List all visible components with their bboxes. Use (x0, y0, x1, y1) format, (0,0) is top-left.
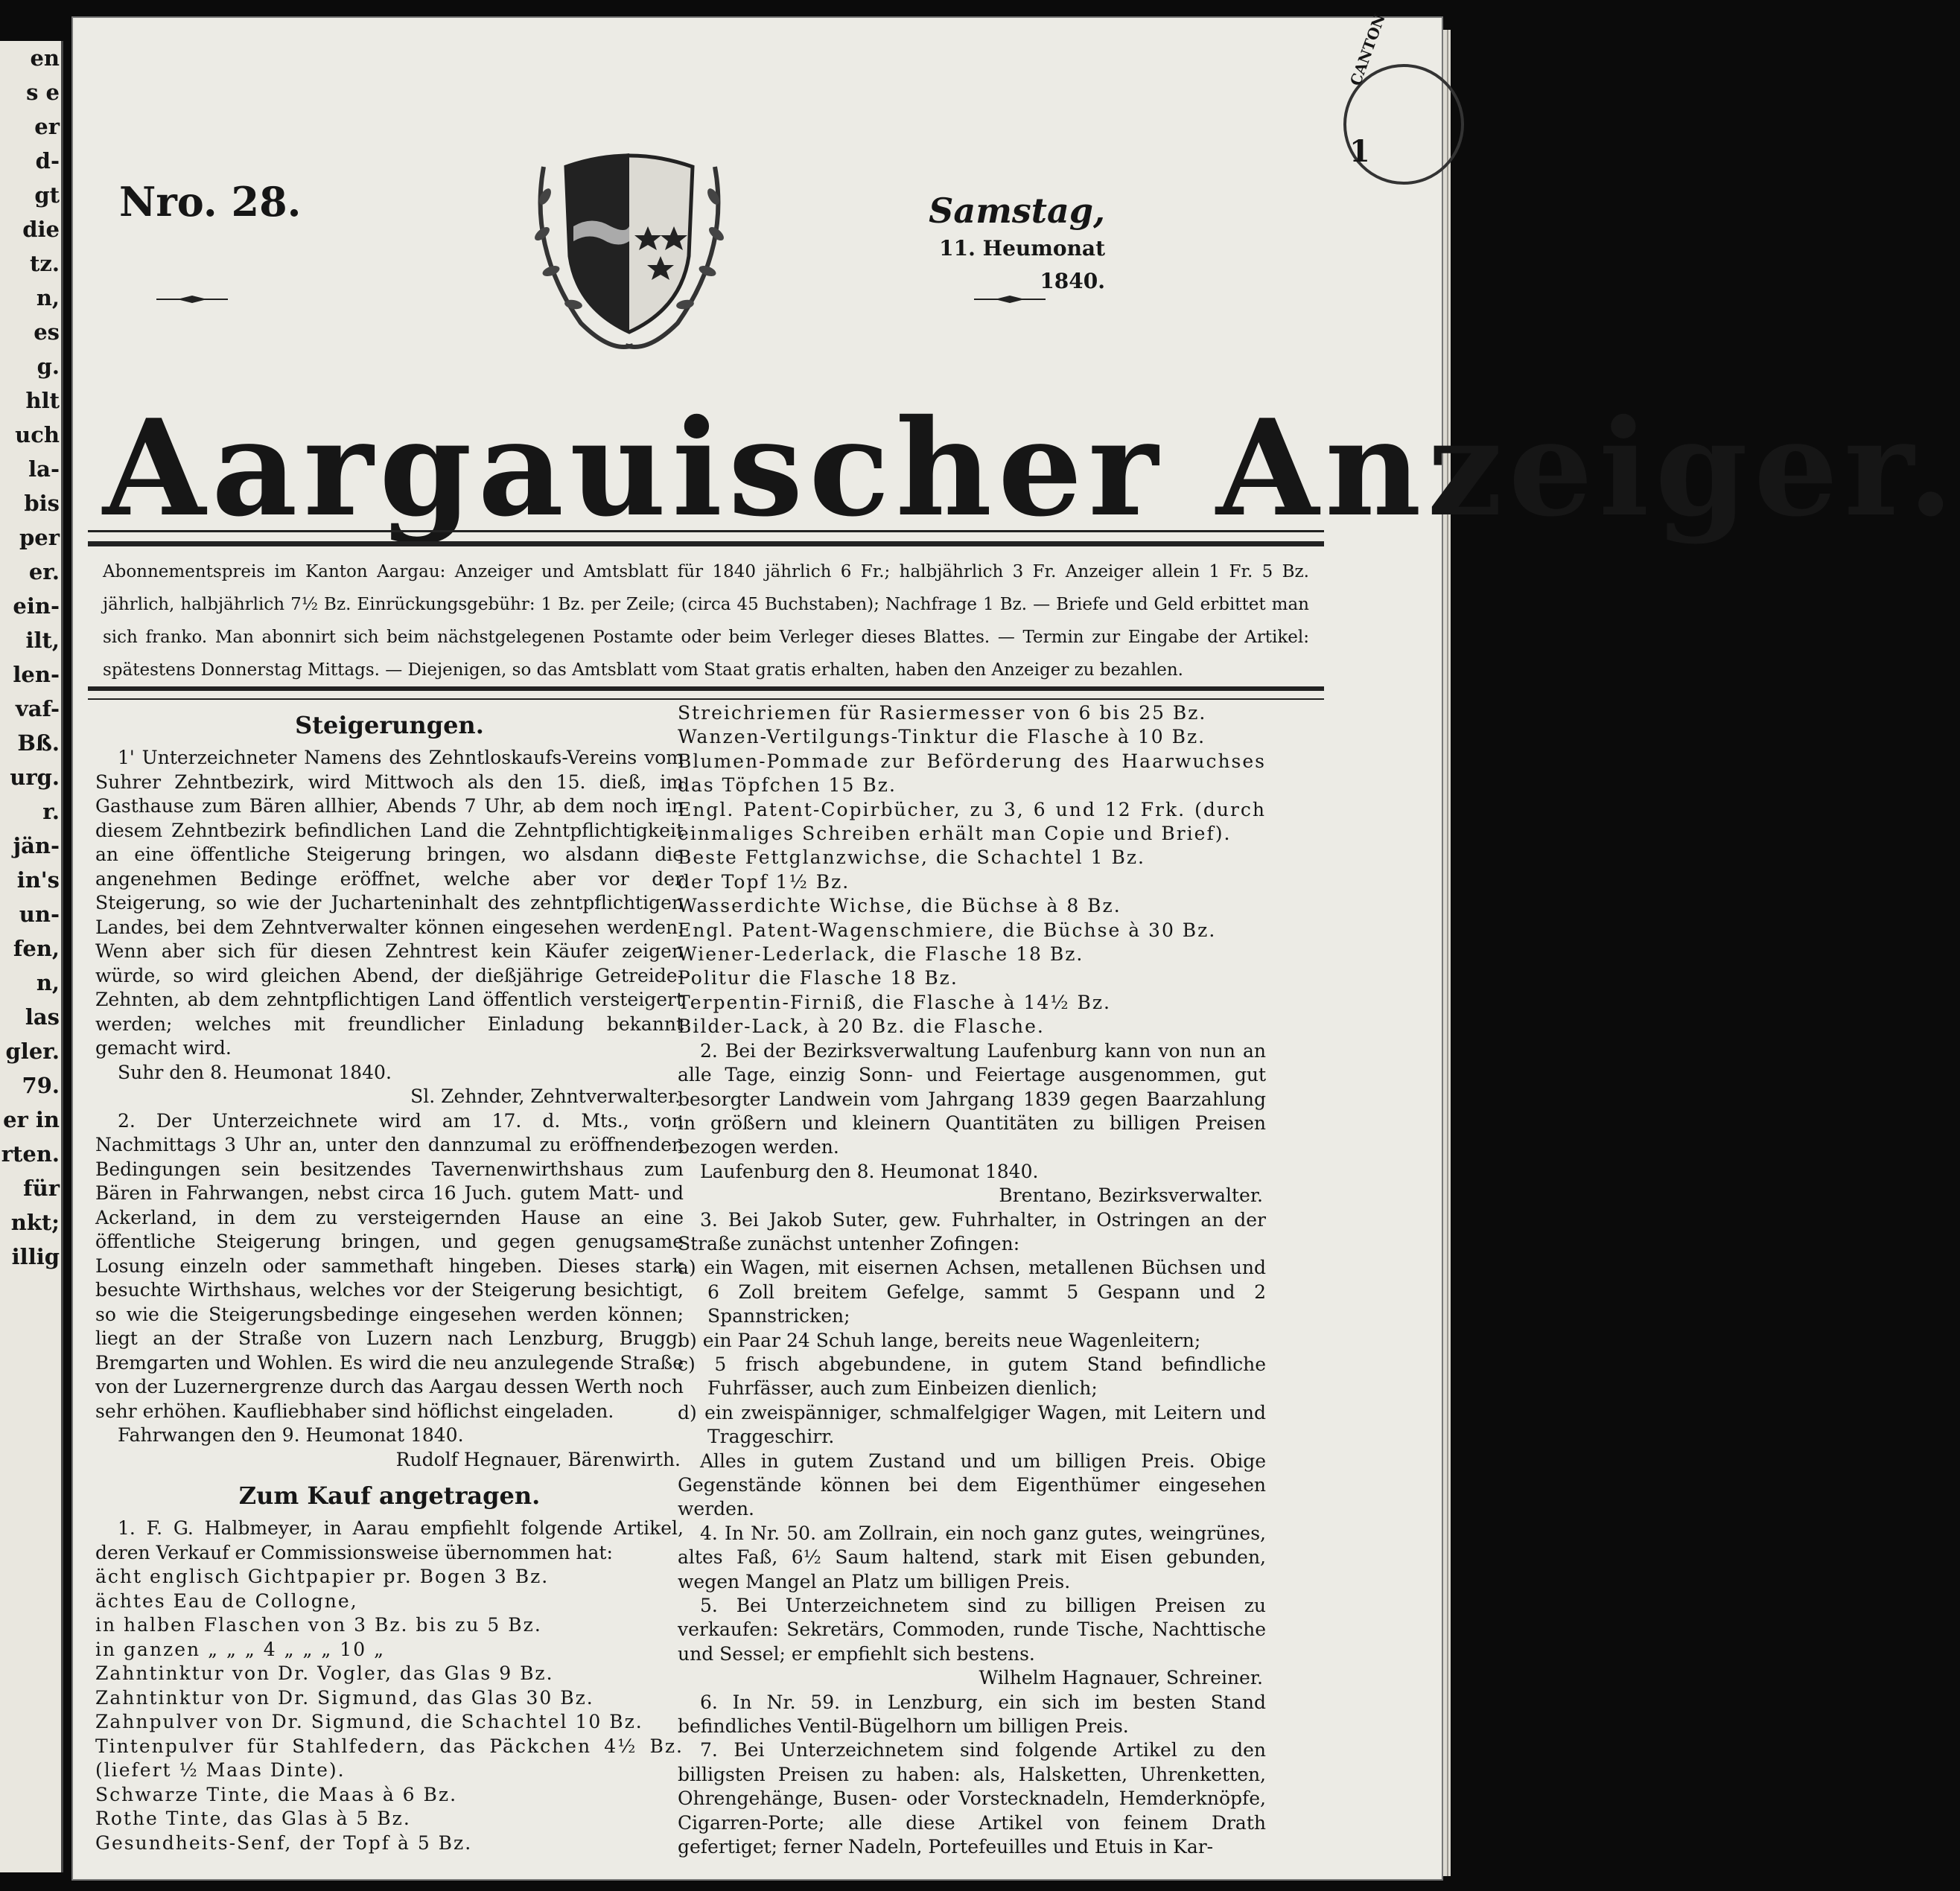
left-page-fragment: per (19, 525, 60, 550)
left-page-fragment: ilt, (25, 628, 60, 653)
left-page-fragment: bis (24, 491, 60, 516)
left-page-fragment: in's (16, 867, 60, 893)
notice-item: 6. In Nr. 59. in Lenzburg, ein sich im besten Stand befindliches Ventil-Bügelhorn um billigen Preis. (678, 1691, 1266, 1738)
right-column (678, 701, 1266, 1860)
product-line: Schwarze Tinte, die Maas à 6 Bz. (95, 1783, 458, 1805)
date-block (882, 189, 1105, 298)
list-item: a) ein Wagen, mit eisernen Achsen, metallenen Büchsen und 6 Zoll breitem Gefelge, sammt 5 Gespann und 2 Spannstricken; (678, 1257, 1266, 1327)
notice-item: 7. Bei Unterzeichnetem sind folgende Artikel zu den billigsten Preisen zu haben: als, Halsketten, Uhrenketten, Ohrengehänge, Busen- oder Vorstecknadeln, Hemderknöpfe, Cigarren-Porte; alle diese Artikel von feinem Drath gefertiget; ferner Nadeln, Portefeuilles und Etuis in Kar- (678, 1739, 1266, 1858)
left-page-fragment: gler. (5, 1039, 60, 1064)
notice-item: Alles in gutem Zustand und um billigen Preis. Obige Gegenstände können bei dem Eigenthümer eingesehen werden. (678, 1450, 1266, 1520)
product-line: Wanzen-Vertilgungs-Tinktur die Flasche à 10 Bz. (678, 726, 1206, 748)
product-line: Bilder-Lack, à 20 Bz. die Flasche. (678, 1015, 1045, 1038)
notice-item: 3. Bei Jakob Suter, gew. Fuhrhalter, in Ostringen an der Straße zunächst untenher Zofingen: (678, 1208, 1266, 1254)
notice-item: 1' Unterzeichneter Namens des Zehntloskaufs-Vereins vom Suhrer Zehntbezirk, wird Mittwoch als den 15. dieß, im Gasthause zum Bären allhier, Abends 7 Uhr, ab dem noch in diesem Zehntbezirk befindlichen Land die Zehntpflichtigkeit an eine öffentliche Steigerung bringen, wo alsdann die angenehmen Bedinge eröffnet, welche aber vor der Steigerung, so wie der Jucharteninhalt des zehntpflichtigen Landes, bei dem Zehntverwalter können eingesehen werden. Wenn aber sich für diesen Zehntrest kein Käufer zeigen würde, so wird gleichen Abend, der dießjährige Getreide-Zehnten, ab dem zehntpflichtigen Land öffentlich versteigert werden; welches mit freundlicher Einladung bekannt gemacht wird. (95, 747, 684, 1059)
product-line: Politur die Flasche 18 Bz. (678, 967, 958, 989)
left-page-fragment: es (34, 319, 60, 345)
list-item: c) 5 frisch abgebundene, in gutem Stand befindliche Fuhrfässer, auch zum Einbeizen dienlich; (678, 1353, 1266, 1400)
list-item: b) ein Paar 24 Schuh lange, bereits neue Wagenleitern; (678, 1329, 1201, 1351)
left-page-fragment: vaf- (15, 696, 60, 721)
product-line: Blumen-Pommade zur Beförderung des Haarwuchses das Töpfchen 15 Bz. (678, 750, 1266, 797)
left-page-fragment: er. (28, 559, 60, 584)
left-column (95, 701, 684, 1855)
stamp-label: CANTON (1346, 11, 1389, 89)
left-page-fragment: ein- (13, 593, 60, 619)
left-page-fragment: en (30, 45, 60, 71)
left-page-fragment: s e (26, 80, 60, 105)
product-line: Engl. Patent-Wagenschmiere, die Büchse à 30 Bz. (678, 919, 1217, 941)
signature: Rudolf Hegnauer, Bärenwirth. (395, 1448, 681, 1470)
newspaper-page (71, 11, 1960, 1881)
product-line: in ganzen „ „ „ 4 „ „ „ 10 „ (95, 1638, 386, 1660)
notice-item: 4. In Nr. 50. am Zollrain, ein noch ganz gutes, weingrünes, altes Faß, 6½ Saum haltend, stark mit Eisen gebunden, wegen Mangel an Platz um billigen Preis. (678, 1522, 1266, 1592)
signature: Sl. Zehnder, Zehntverwalter. (410, 1085, 681, 1107)
product-list (678, 701, 1266, 1039)
product-list (95, 1565, 684, 1855)
title-rule (88, 530, 1324, 546)
product-line: Engl. Patent-Copirbücher, zu 3, 6 und 12 Frk. (durch einmaliges Schreiben erhält man Copie und Brief). (678, 798, 1266, 845)
product-line: Beste Fettglanzwichse, die Schachtel 1 Bz. (678, 846, 1145, 869)
left-page-fragment: tz. (30, 251, 60, 276)
left-page-fragment: fen, (13, 936, 60, 961)
left-page-fragment: r. (42, 799, 60, 824)
adjacent-page-margin (0, 41, 63, 1872)
left-page-fragment: n, (36, 285, 60, 310)
left-page-fragment: Bß. (17, 730, 60, 756)
left-page-fragment: hlt (25, 388, 60, 413)
left-page-fragment: un- (19, 902, 60, 927)
ornament-right (973, 292, 1047, 307)
product-line: in halben Flaschen von 3 Bz. bis zu 5 Bz. (95, 1614, 542, 1636)
place-date: Suhr den 8. Heumonat 1840. (118, 1061, 392, 1083)
product-line: Wasserdichte Wichse, die Büchse à 8 Bz. (678, 895, 1121, 917)
product-line: Gesundheits-Senf, der Topf à 5 Bz. (95, 1831, 473, 1854)
left-page-fragment: für (23, 1176, 60, 1201)
left-page-fragment: len- (13, 662, 60, 687)
left-page-fragment: 79. (22, 1073, 60, 1098)
left-page-fragment: illig (11, 1244, 60, 1269)
left-page-fragment: las (25, 1004, 60, 1030)
product-line: Streichriemen für Rasiermesser von 6 bis 25 Bz. (678, 702, 1207, 724)
notice-item: 2. Der Unterzeichnete wird am 17. d. Mts., von Nachmittags 3 Uhr an, unter den dannzumal zu eröffnenden Bedingungen sein besitzendes Tavernenwirthshaus zum Bären in Fahrwangen, nebst circa 16 Juch. gutem Matt- und Ackerland, in dem zu versteigernden Hause an eine öffentliche Steigerung bringen, und gegen genugsame Losung einzeln oder sammethaft hingeben. Dieses stark besuchte Wirthshaus, welches vor der Steigerung besichtigt, so wie die Steigerungsbedinge eingesehen werden können; liegt an der Straße von Luzern nach Lenzburg, Brugg, Bremgarten und Wohlen. Es wird die neu anzulegende Straße von der Luzernergrenze durch das Aargau dessen Werth noch sehr erhöhen. Kaufliebhaber sind höflichst eingeladen. (95, 1109, 684, 1422)
ornament-left (155, 292, 229, 307)
left-page-fragment: la- (28, 456, 60, 482)
left-page-fragment: n, (36, 970, 60, 995)
product-line: Zahnpulver von Dr. Sigmund, die Schachtel 10 Bz. (95, 1711, 643, 1732)
issue-number: Nro. 28. (119, 178, 302, 226)
place-date: Laufenburg den 8. Heumonat 1840. (700, 1160, 1039, 1182)
weekday: Samstag, (929, 191, 1105, 231)
issue-date: 11. Heumonat 1840. (939, 236, 1105, 293)
left-page-fragment: er (34, 114, 60, 139)
notice-item: 1. F. G. Halbmeyer, in Aarau empfiehlt folgende Artikel, deren Verkauf er Commissionsweise übernommen hat: (95, 1517, 684, 1563)
product-line: Tintenpulver für Stahlfedern, das Päckchen 4½ Bz. (liefert ½ Maas Dinte). (95, 1735, 684, 1781)
newspaper-title: Aargauischer Anzeiger. (103, 390, 1960, 546)
product-line: Zahntinktur von Dr. Sigmund, das Glas 30 Bz. (95, 1686, 594, 1709)
list-item: d) ein zweispänniger, schmalfelgiger Wagen, mit Leitern und Traggeschirr. (678, 1401, 1266, 1448)
signature: Wilhelm Hagnauer, Schreiner. (979, 1667, 1263, 1689)
product-line: Zahntinktur von Dr. Vogler, das Glas 9 Bz. (95, 1662, 554, 1684)
left-page-fragment: g. (36, 354, 60, 379)
product-line: Terpentin-Firniß, die Flasche à 14½ Bz. (678, 991, 1111, 1013)
stamp-number: 1 (1349, 134, 1370, 169)
section-heading: Steigerungen. (295, 711, 484, 739)
left-page-fragment: die (22, 217, 60, 242)
left-page-fragment: urg. (10, 765, 60, 790)
item-list (678, 1256, 1266, 1449)
place-date: Fahrwangen den 9. Heumonat 1840. (118, 1424, 464, 1446)
notice-item: 2. Bei der Bezirksverwaltung Laufenburg kann von nun an alle Tage, einzig Sonn- und Feiertage ausgenommen, gut besorgter Landwein vom Jahrgang 1839 gegen Baarzahlung in größern und kleinern Quantitäten zu billigen Preisen bezogen werden. (678, 1039, 1266, 1158)
left-page-fragment: nkt; (10, 1210, 60, 1235)
signature: Brentano, Bezirksverwalter. (999, 1184, 1263, 1207)
left-page-fragment: gt (34, 182, 60, 208)
left-page-fragment: rten. (1, 1141, 60, 1167)
product-line: Wiener-Lederlack, die Flasche 18 Bz. (678, 943, 1084, 966)
product-line: Rothe Tinte, das Glas à 5 Bz. (95, 1808, 411, 1829)
product-line: ächt englisch Gichtpapier pr. Bogen 3 Bz. (95, 1566, 550, 1587)
section-heading: Zum Kauf angetragen. (238, 1482, 541, 1510)
header-rule (88, 686, 1324, 700)
left-page-fragment: uch (15, 422, 60, 447)
product-line: ächtes Eau de Collogne, (95, 1589, 358, 1612)
subscription-notice: Abonnementspreis im Kanton Aargau: Anzeiger und Amtsblatt für 1840 jährlich 6 Fr.; halbjährlich 3 Fr. Anzeiger allein 1 Fr. 5 Bz. jährlich, halbjährlich 7½ Bz. Einrückungsgebühr: 1 Bz. per Zeile; (circa 45 Buchstaben); Nachfrage 1 Bz. — Briefe und Geld erbittet man sich franko. Man abonnirt sich beim nächstgelegenen Postamte oder beim Verleger dieses Blattes. — Termin zur Eingabe der Artikel: spätestens Donnerstag Mittags. — Diejenigen, so das Amtsblatt vom Staat gratis erhalten, haben den Anzeiger zu bezahlen. (103, 562, 1309, 680)
coat-of-arms-icon (521, 137, 737, 360)
left-page-fragment: er in (3, 1107, 60, 1132)
left-page-fragment: d- (35, 148, 60, 173)
notice-item: 5. Bei Unterzeichnetem sind zu billigen Preisen zu verkaufen: Sekretärs, Commoden, runde Tische, Nachttische und Sessel; er empfiehlt sich bestens. (678, 1595, 1266, 1665)
left-page-fragment: jän- (13, 833, 60, 858)
product-line: der Topf 1½ Bz. (678, 870, 850, 893)
